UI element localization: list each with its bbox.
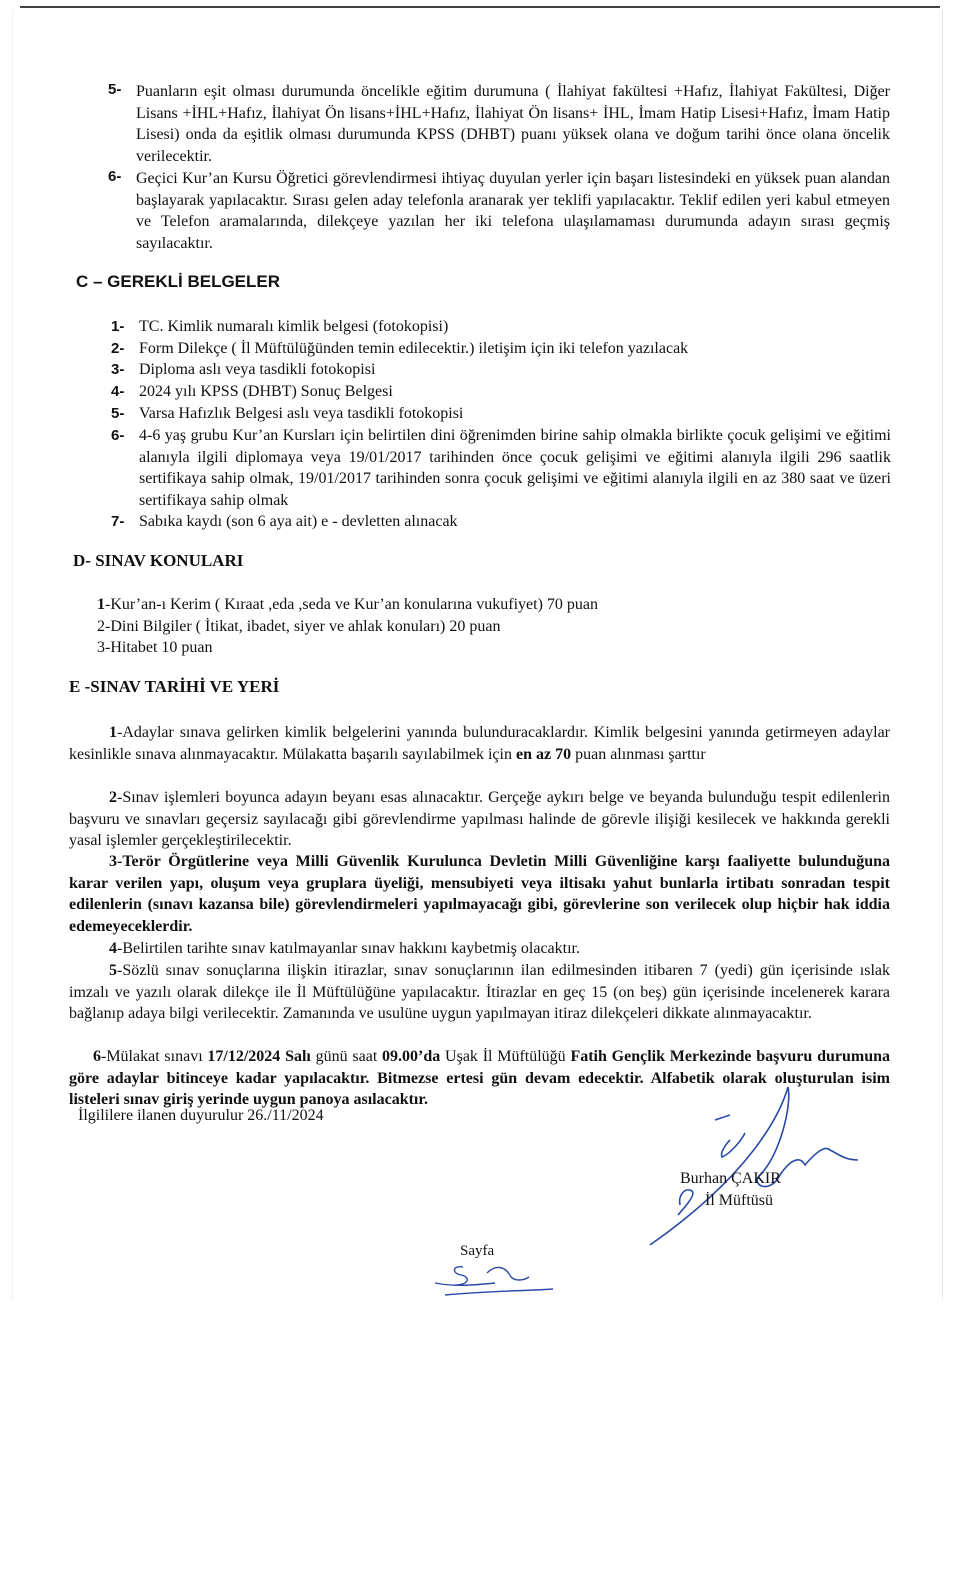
list-item [111, 316, 891, 338]
section-heading: E -SINAV TARİHİ VE YERİ [69, 677, 280, 696]
list-number: 4- [111, 383, 125, 400]
paragraph-text: -Sözlü sınav sonuçlarına ilişkin itirazlar, sınav sonuçlarının ilan edilmesinden itibaren 7 (yedi) gün içerisinde ıslak imzalı ve yazılı olarak dilekçe ile İl Müftülüğüne yapılacaktır. İtirazlar en geç 15 (on beş) gün içerisinde incelenerek karara bağlanıp adaya bilgi verilecektir. Zamanında ve usulüne uygun yapılmayan itiraz dilekçeleri dikkate alınmayacaktır. [69, 962, 890, 1022]
paragraph-number: 2 [109, 789, 117, 806]
list-number: 3- [111, 361, 125, 378]
topic-text: -Hitabet 10 puan [105, 639, 213, 656]
list-item [111, 338, 891, 360]
list-text: TC. Kimlik numaralı kimlik belgesi (fotokopisi) [139, 318, 449, 335]
paragraph-2 [69, 787, 890, 852]
list-text: Form Dilekçe ( İl Müftülüğünden temin edilecektir.) iletişim için iki telefon yazılacak [139, 340, 689, 357]
topic-number: 3 [97, 639, 105, 656]
signatory-title: İl Müftüsü [705, 1192, 773, 1209]
paragraph-text: -Terör Örgütlerine veya Milli Güvenlik Kurulunca Devletin Milli Güvenliğine karşı faaliyette bulunduğuna karar verilen yapı, oluşum veya gruplara üyeliği, mensubiyeti veya iltisakı yahut bunlarla irtibatı sonradan tespit edilenlerin (sınavı kazansa bile) görevlendirmeleri yapılmayacağı gibi, görevlerine son verilecek olup hiçbir hak iddia edemeyeceklerdir. [69, 853, 890, 935]
paragraph-5 [69, 960, 890, 1025]
paragraph-4 [69, 938, 890, 960]
exam-day: Salı [280, 1048, 311, 1065]
topic-text: -Dini Bilgiler ( İtikat, ibadet, siyer ve ahlak konuları) 20 puan [105, 618, 501, 635]
list-item [111, 403, 891, 425]
handwritten-signature [630, 1075, 870, 1250]
signatory-name: Burhan ÇAKIR [680, 1170, 781, 1187]
paragraph-text: -Belirtilen tarihte sınav katılmayanlar sınav hakkını kaybetmiş olacaktır. [117, 940, 580, 957]
list-text: Sabıka kaydı (son 6 aya ait) e - devletten alınacak [139, 513, 458, 530]
list-text: 4-6 yaş grubu Kur’an Kursları için belirtilen dini öğrenimden birine sahip olmakla birlikte çocuk gelişimi ve eğitimi alanıyla ilgili diplomaya veya 19/01/2017 tarihinden önce çocuk gelişimi ve eğitimi alanıyla ilgili 296 saatlik sertifikaya sahip olmak, 19/01/2017 tarihinden sonra çocuk gelişimi ve eğitimi alanıyla ilgili en az 380 saat ve üzeri sertifikaya sahip olmak [139, 427, 891, 509]
section-heading: D- SINAV KONULARI [73, 551, 244, 570]
topic-item [97, 616, 500, 638]
topic-item [97, 594, 598, 616]
paragraph-3 [69, 851, 890, 937]
page-label: Sayfa [460, 1243, 495, 1259]
list-number: 1- [111, 318, 125, 335]
item-number: 5- [108, 81, 122, 98]
item-number: 6- [108, 168, 122, 185]
paragraph-number: 4 [109, 940, 117, 957]
exam-location-text: Fatih Gençlik Merkezinde başvuru durumuna göre adaylar bitinceye kadar yapılacaktır. Bitmezse ertesi gün devam edecektir. Alfabetik olarak oluşturulan isim listeleri sınav giriş yerinde uygun panoya asılacaktır. [69, 1048, 890, 1108]
list-text: Varsa Hafızlık Belgesi aslı veya tasdikli fotokopisi [139, 405, 464, 422]
list-item [111, 359, 891, 381]
list-item [111, 511, 891, 533]
list-number: 2- [111, 340, 125, 357]
paragraph-text: günü saat [310, 1048, 383, 1065]
list-text: Diploma aslı veya tasdikli fotokopisi [139, 361, 376, 378]
section-heading: C – GEREKLİ BELGELER [76, 272, 281, 291]
paragraph-text: Uşak İl Müftülüğü [440, 1048, 571, 1065]
paragraph-1 [69, 722, 890, 765]
scan-edge-left [12, 10, 13, 1300]
paragraph-number: 5 [109, 962, 117, 979]
scan-edge-right [942, 10, 943, 1300]
list-number: 5- [111, 405, 125, 422]
item-text: Puanların eşit olması durumunda öncelikle eğitim durumuna ( İlahiyat fakültesi +Hafız, İlahiyat Fakültesi, Diğer Lisans +İHL+Hafız, İlahiyat Ön lisans+İHL+Hafız, İlahiyat Ön lisans+ İHL, İmam Hatip Lisesi+Hafız, İmam Hatip Lisesi) onda da eşitlik olması durumunda KPSS (DHBT) puanı yüksek olana ve doğum tarihi önce olana öncelik verilecektir. [136, 83, 890, 165]
exam-date: 17/12/2024 [207, 1048, 281, 1065]
paragraph-text: puan alınması şarttır [571, 745, 706, 763]
list-item [111, 425, 891, 511]
topic-text: -Kur’an-ı Kerim ( Kıraat ,eda ,seda ve Kur’an konularına vukufiyet) 70 puan [105, 596, 598, 613]
paragraph-number: 6 [93, 1048, 101, 1065]
paragraph-text: -Mülakat sınavı [101, 1048, 208, 1065]
list-number: 6- [111, 427, 125, 444]
paragraph-number: 1 [109, 724, 117, 741]
list-item [111, 381, 891, 403]
paragraph-text: -Sınav işlemleri boyunca adayın beyanı esas alınacaktır. Gerçeğe aykırı belge ve beyanda bulunduğu tespit edilenlerin başvuru ve sınavları geçersiz sayılacağı gibi görevlendirme yapılması halinde de görevle ilişiği kesilecek ve hakkında gerekli yasal işlemler gerçekleştirilecektir. [69, 789, 890, 849]
list-number: 7- [111, 513, 125, 530]
paragraph-number: 3 [109, 853, 117, 870]
paragraph-text: -Adaylar sınava gelirken kimlik belgelerini yanında bulunduracaklardır. Kimlik belgesini yanında getirmeyen adaylar kesinlikle sınava alınmayacaktır. Mülakatta başarılı sayılabilmek için [69, 724, 890, 763]
item-text: Geçici Kur’an Kursu Öğretici görevlendirmesi ihtiyaç duyulan yerler için başarı listesindeki en yüksek puan alandan başlayarak yapılacaktır. Sırası gelen aday telefonla aranarak yer teklifi yapılacaktır. Teklif edilen yeri kabul etmeyen ve Telefon aramalarında, dilekçeye yazılan her iki telefona ulaşılamaması durumunda adayın sırası geçmiş sayılacaktır. [136, 170, 890, 252]
page-initial-mark [425, 1255, 565, 1300]
topic-number: 1 [97, 596, 105, 613]
list-text: 2024 yılı KPSS (DHBT) Sonuç Belgesi [139, 383, 393, 400]
topic-number: 2 [97, 618, 105, 635]
closing-line: İlgililere ilanen duyurulur 26./11/2024 [78, 1107, 324, 1124]
topic-item [97, 637, 213, 659]
top-rule [20, 6, 940, 8]
emphasis-text: en az 70 [515, 745, 572, 763]
exam-time: 09.00’da [382, 1048, 441, 1065]
